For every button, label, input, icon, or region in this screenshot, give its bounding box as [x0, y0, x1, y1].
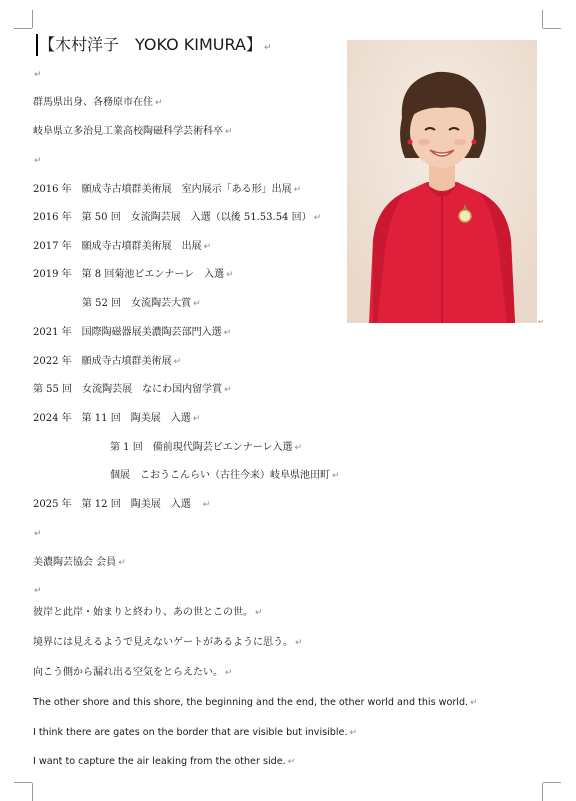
crop-mark-bottom-left — [14, 782, 32, 783]
paragraph-mark-icon: ↵ — [349, 728, 358, 738]
empty-paragraph[interactable] — [34, 527, 42, 541]
paragraph-mark-icon: ↵ — [470, 698, 478, 708]
history-line[interactable] — [110, 441, 302, 455]
crop-mark-top-left — [14, 28, 32, 29]
empty-paragraph[interactable] — [34, 68, 42, 82]
history-text: 2016 年 第 50 回 女流陶芸展 入選（以後 51.53.54 回） — [33, 212, 312, 223]
paragraph-mark-icon: ↵ — [263, 43, 272, 53]
paragraph-mark-icon: ↵ — [332, 471, 340, 481]
paragraph-mark-icon: ↵ — [293, 185, 302, 195]
history-line[interactable] — [33, 240, 211, 254]
paragraph-mark-icon: ↵ — [118, 558, 126, 568]
statement-en-line[interactable] — [33, 726, 357, 740]
history-line[interactable] — [33, 326, 231, 340]
statement-ja-line[interactable] — [33, 666, 233, 680]
bio-text: 群馬県出身、各務原市在住 — [33, 97, 153, 108]
paragraph-mark-icon: ↵ — [34, 529, 42, 539]
paragraph-mark-icon: ↵ — [224, 385, 232, 395]
text-cursor — [36, 34, 38, 56]
bio-line[interactable] — [33, 96, 163, 110]
history-text: 2016 年 願成寺古墳群美術展 室内展示「ある形」出展 — [33, 184, 292, 195]
empty-paragraph[interactable] — [34, 584, 42, 598]
statement-en-line[interactable] — [33, 755, 295, 769]
crop-mark-top-right — [543, 28, 561, 29]
paragraph-mark-icon: ↵ — [203, 242, 212, 252]
history-line[interactable] — [33, 412, 200, 426]
crop-mark-bottom-left — [32, 783, 33, 801]
paragraph-mark-icon: ↵ — [202, 500, 211, 510]
statement-text: The other shore and this shore, the beginning and the end, the other world and this world. — [33, 697, 469, 708]
history-text: 2025 年 第 12 回 陶美展 入選 — [33, 499, 201, 510]
crop-mark-top-right — [542, 10, 543, 28]
statement-text: 境界には見えるようで見えないゲートがあるように思う。 — [33, 637, 293, 648]
statement-text: I want to capture the air leaking from the other side. — [33, 756, 286, 767]
paragraph-mark-icon: ↵ — [225, 127, 233, 137]
paragraph-mark-icon: ↵ — [34, 70, 42, 80]
empty-paragraph[interactable] — [34, 154, 42, 168]
history-text: 2022 年 願成寺古墳群美術展 — [33, 356, 172, 367]
bio-line[interactable] — [33, 125, 233, 139]
history-line[interactable] — [110, 469, 340, 483]
history-text: 個展 こおうこんらい（古往今来）岐阜県池田町 — [110, 470, 330, 481]
history-line[interactable] — [82, 297, 201, 311]
portrait-photo-icon — [347, 40, 537, 323]
statement-text: I think there are gates on the border that are visible but invisible. — [33, 727, 348, 738]
history-text: 第 55 回 女流陶芸展 なにわ国内留学賞 — [33, 384, 223, 395]
statement-text: 彼岸と此岸・始まりと終わり、あの世とこの世。 — [33, 607, 253, 618]
portrait-photo[interactable] — [347, 40, 537, 323]
paragraph-mark-icon: ↵ — [223, 328, 232, 338]
statement-text: 向こう側から漏れ出る空気をとらえたい。 — [33, 667, 223, 678]
history-text: 第 1 回 備前現代陶芸ビエンナーレ入選 — [110, 442, 293, 453]
statement-ja-line[interactable] — [33, 636, 303, 650]
paragraph-mark-icon: ↵ — [294, 443, 303, 453]
paragraph-mark-icon: ↵ — [34, 586, 42, 596]
history-line[interactable] — [33, 268, 234, 282]
history-line[interactable] — [33, 183, 301, 197]
history-text: 第 52 回 女流陶芸大賞 — [82, 298, 192, 309]
paragraph-mark-icon: ↵ — [226, 270, 234, 280]
history-text: 2024 年 第 11 回 陶美展 入選 — [33, 413, 191, 424]
history-line[interactable] — [33, 383, 232, 397]
history-line[interactable] — [33, 498, 210, 512]
title-text: 【木村洋子 YOKO KIMURA】 — [39, 35, 262, 54]
paragraph-mark-icon: ↵ — [255, 608, 263, 618]
history-line[interactable] — [33, 211, 321, 225]
crop-mark-bottom-right — [543, 782, 561, 783]
paragraph-mark-icon: ↵ — [313, 213, 322, 223]
membership-line[interactable] — [33, 556, 126, 570]
history-line[interactable] — [33, 355, 181, 369]
history-text: 2021 年 国際陶磁器展美濃陶芸部門入選 — [33, 327, 222, 338]
paragraph-mark-icon: ↵ — [287, 757, 296, 767]
document-title[interactable] — [39, 34, 271, 59]
crop-mark-top-left — [32, 10, 33, 28]
statement-en-line[interactable] — [33, 696, 478, 710]
paragraph-mark-icon: ↵ — [192, 414, 201, 424]
paragraph-mark-icon: ↵ — [34, 156, 42, 166]
crop-mark-bottom-right — [542, 783, 543, 801]
paragraph-mark-icon: ↵ — [193, 299, 201, 309]
statement-ja-line[interactable] — [33, 606, 263, 620]
bio-text: 岐阜県立多治見工業高校陶磁科学芸術科卒 — [33, 126, 223, 137]
membership-text: 美濃陶芸協会 会員 — [33, 557, 117, 568]
paragraph-mark-icon: ↵ — [295, 638, 303, 648]
image-anchor-icon: ↵ — [538, 318, 544, 326]
paragraph-mark-icon: ↵ — [173, 357, 182, 367]
paragraph-mark-icon: ↵ — [225, 668, 233, 678]
history-text: 2017 年 願成寺古墳群美術展 出展 — [33, 241, 202, 252]
history-text: 2019 年 第 8 回菊池ビエンナーレ 入選 — [33, 269, 225, 280]
paragraph-mark-icon: ↵ — [155, 98, 163, 108]
